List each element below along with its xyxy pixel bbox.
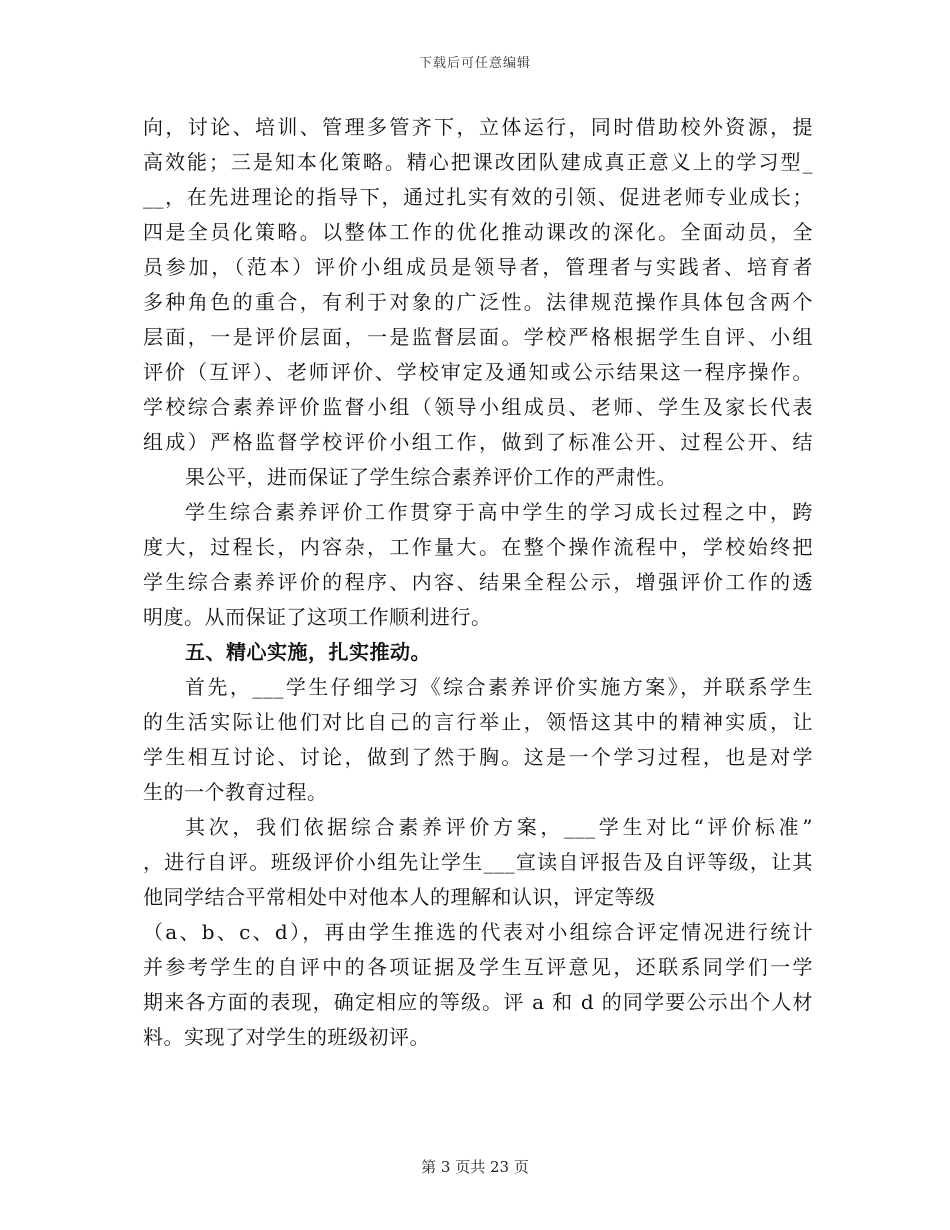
document-body [143, 110, 813, 1055]
text-line: 首先，___学生仔细学习《综合素养评价实施方案》，并联系学生 [185, 675, 813, 699]
text-line: （a、b、c、d），再由学生推选的代表对小组综合评定情况进行统计 [143, 920, 813, 944]
text-line: 学校综合素养评价监督小组（领导小组成员、老师、学生及家长代表 [143, 395, 813, 419]
text-line: 组成）严格监督学校评价小组工作，做到了标准公开、过程公开、结 [143, 430, 813, 454]
text-line: 多种角色的重合，有利于对象的广泛性。法律规范操作具体包含两个 [143, 290, 813, 314]
text-line: 明度。从而保证了这项工作顺利进行。 [143, 605, 492, 629]
text-line: 高效能；三是知本化策略。精心把课改团队建成真正意义上的学习型_ [143, 150, 813, 174]
text-line: 学生综合素养评价工作贯穿于高中学生的学习成长过程之中，跨 [185, 500, 813, 524]
text-line: 评价（互评）、老师评价、学校审定及通知或公示结果这一程序操作。 [143, 360, 813, 384]
text-line: ，进行自评。班级评价小组先让学生___宣读自评报告及自评等级，让其 [143, 850, 813, 874]
text-line: 期来各方面的表现，确定相应的等级。评 a 和 d 的同学要公示出个人材 [143, 990, 813, 1014]
text-line: __，在先进理论的指导下，通过扎实有效的引领、促进老师专业成长； [143, 185, 813, 209]
text-line: 其次，我们依据综合素养评价方案，___学生对比“评价标准” [185, 815, 813, 839]
text-line: 生的一个教育过程。 [143, 780, 328, 804]
text-line: 果公平，进而保证了学生综合素养评价工作的严肃性。 [185, 465, 677, 489]
text-line: 四是全员化策略。以整体工作的优化推动课改的深化。全面动员，全 [143, 220, 813, 244]
text-line: 他同学结合平常相处中对他本人的理解和认识，评定等级 [143, 885, 656, 909]
text-line: 学生相互讨论、讨论，做到了然于胸。这是一个学习过程，也是对学 [143, 745, 813, 769]
text-line: 层面，一是评价层面，一是监督层面。学校严格根据学生自评、小组 [143, 325, 813, 349]
text-line: 向，讨论、培训、管理多管齐下，立体运行，同时借助校外资源，提 [143, 115, 813, 139]
text-line: 的生活实际让他们对比自己的言行举止，领悟这其中的精神实质，让 [143, 710, 813, 734]
page-number: 第 3 页共 23 页 [421, 1158, 529, 1176]
page-header: 下载后可任意编辑 [418, 56, 531, 71]
text-line: 料。实现了对学生的班级初评。 [143, 1025, 430, 1049]
section-heading: 五、精心实施，扎实推动。 [185, 640, 431, 664]
text-line: 员参加，（范本）评价小组成员是领导者，管理者与实践者、培育者 [143, 255, 813, 279]
text-line: 并参考学生的自评中的各项证据及学生互评意见，还联系同学们一学 [143, 955, 813, 979]
text-line: 度大，过程长，内容杂，工作量大。在整个操作流程中，学校始终把 [143, 535, 813, 559]
text-line: 学生综合素养评价的程序、内容、结果全程公示，增强评价工作的透 [143, 570, 813, 594]
